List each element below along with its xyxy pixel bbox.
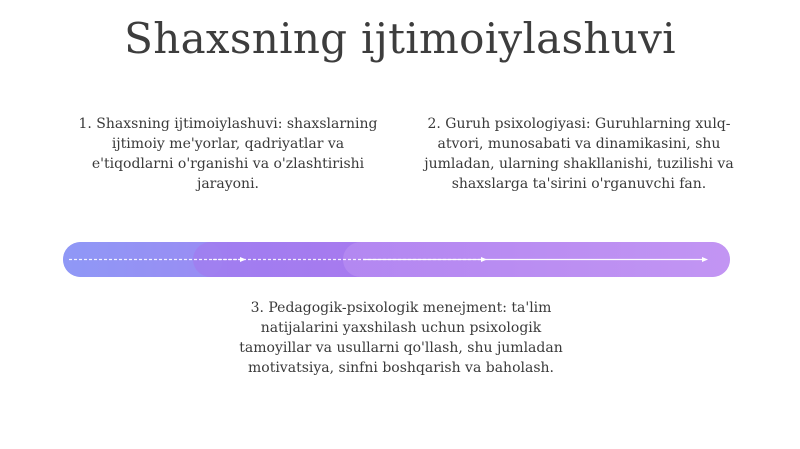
item-3-text: 3. Pedagogik-psixologik menejment: ta'lim natijalarini yaxshilash uchun psixologik tamoyillar va usullarni qo'llash, shu jumladan motivatsiya, sinfni boshqarish va baholash. — [239, 300, 563, 376]
page-title: Shaxsning ijtimoiylashuvi — [124, 14, 676, 63]
item-1-text: 1. Shaxsning ijtimoiylashuvi: shaxslarning ijtimoiy me'yorlar, qadriyatlar va e'tiqodlarni o'rganishi va o'zlashtirishi jarayoni. — [78, 116, 378, 192]
arrow-right-icon — [702, 257, 708, 262]
timeline-arrows — [63, 242, 730, 277]
timeline-bar — [63, 242, 730, 277]
item-2-text: 2. Guruh psixologiyasi: Guruhlarning xulq-atvori, munosabati va dinamikasini, shu jumladan, ularning shakllanishi, tuzilishi va shaxslarga ta'sirini o'rganuvchi fan. — [424, 116, 734, 192]
